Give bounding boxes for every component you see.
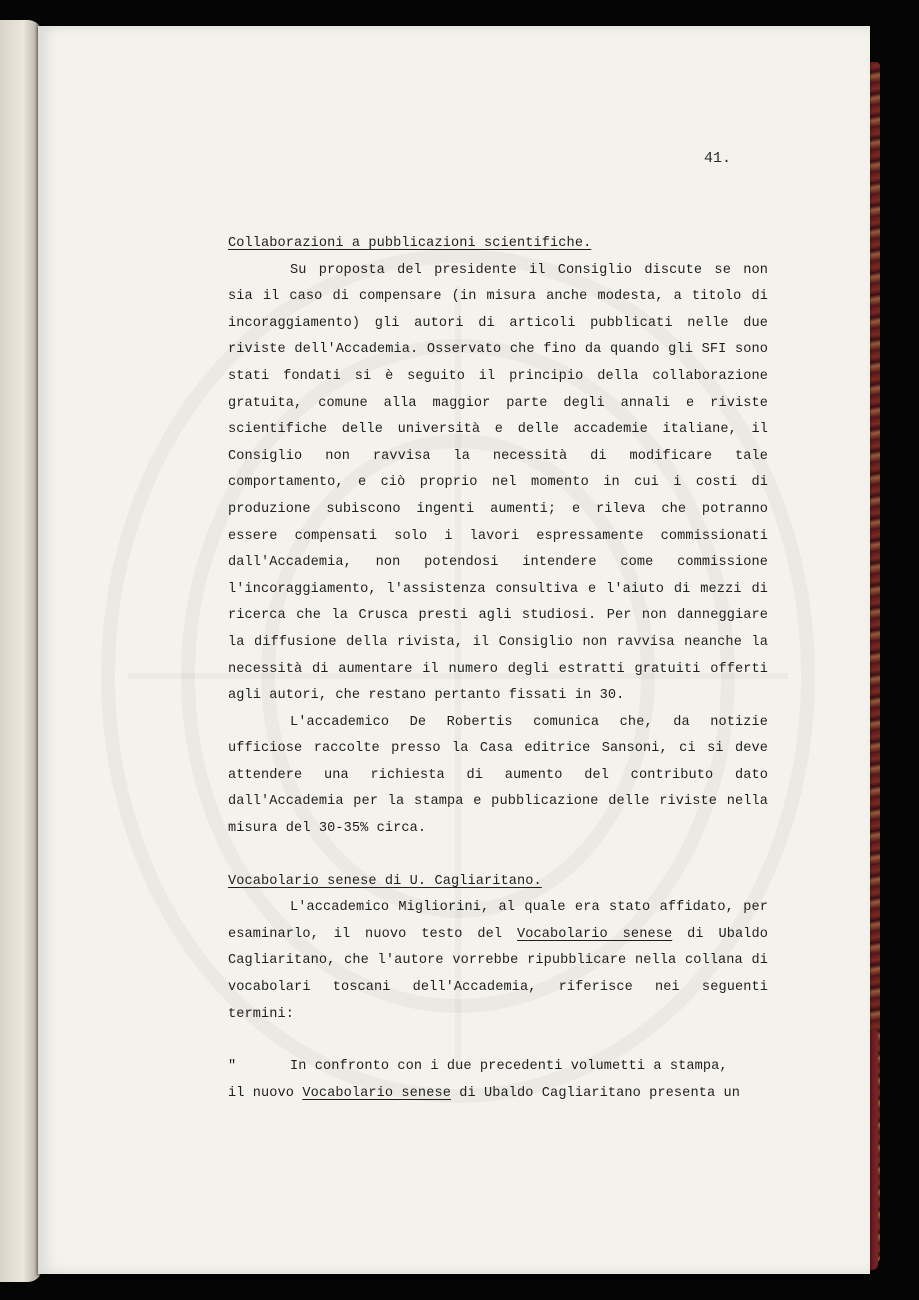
- quote-line-2-text-2: di Ubaldo Cagliaritano presenta un: [450, 1085, 740, 1101]
- paragraph-gap: [228, 1028, 768, 1054]
- section-heading-collaborazioni: Collaborazioni a pubblicazioni scientifiche.: [228, 236, 592, 251]
- section-heading-vocabolario: Vocabolario senese di U. Cagliaritano.: [228, 873, 542, 889]
- book-title-vocabolario-senese-quote: Vocabolario senese: [302, 1085, 451, 1101]
- page-number: 41.: [704, 150, 732, 167]
- quote-line-2: [228, 1081, 768, 1108]
- paragraph-gap: [228, 843, 768, 869]
- quote-mark: ": [228, 1059, 237, 1075]
- paragraph-collaborazioni: Su proposta del presidente il Consiglio discute se non sia il caso di compensare (in misura anche modesta, a titolo di incoraggiamento) gli autori di articoli pubblicati nelle due riviste dell'Accademia. Osservato che fino da quando gli SFI sono stati fondati si è seguito il principio della collaborazione gratuita, comune alla maggior parte degli annali e riviste scientifiche delle università e delle accademie italiane, il Consiglio non ravvisa la necessità di modificare tale comportamento, e ciò proprio nel momento in cui i costi di produzione subiscono ingenti aumenti; e rileva che potranno essere compensati solo i lavori espressamente commissionati dall'Accademia, non potendosi intendere come commissione l'incoraggiamento, l'assistenza consultiva e l'aiuto di mezzi di ricerca che la Crusca presti agli studiosi. Per non danneggiare la diffusione della rivista, il Consiglio non ravvisa neanche la necessità di aumentare il numero degli estratti gratuiti offerti agli autori, che restano pertanto fissati in 30.: [228, 262, 768, 704]
- typed-text-body: [228, 231, 768, 1107]
- document-page: [38, 26, 870, 1274]
- paragraph-migliorini-text-1: L'accademico Migliorini, al quale era stato affidato, per esaminarlo, il nuovo testo del: [228, 900, 768, 942]
- quote-line-1: [228, 1054, 768, 1081]
- paragraph-migliorini-text-2: di Ubaldo Cagliaritano, che l'autore vorrebbe ripubblicare nella collana di vocabolari toscani dell'Accademia, riferisce nei seguenti termini:: [228, 926, 768, 1022]
- paragraph-migliorini: [228, 895, 768, 1028]
- quote-line-2-text-1: il nuovo: [228, 1085, 303, 1101]
- paragraph-de-robertis: L'accademico De Robertis comunica che, da notizie ufficiose raccolte presso la Casa editrice Sansoni, ci si deve attendere una richiesta di aumento del contributo dato dall'Accademia per la stampa e pubblicazione delle riviste nella misura del 30-35% circa.: [228, 714, 768, 837]
- quote-line-1-text: In confronto con i due precedenti volumetti a stampa,: [290, 1059, 728, 1075]
- book-title-vocabolario-senese: Vocabolario senese: [516, 926, 673, 942]
